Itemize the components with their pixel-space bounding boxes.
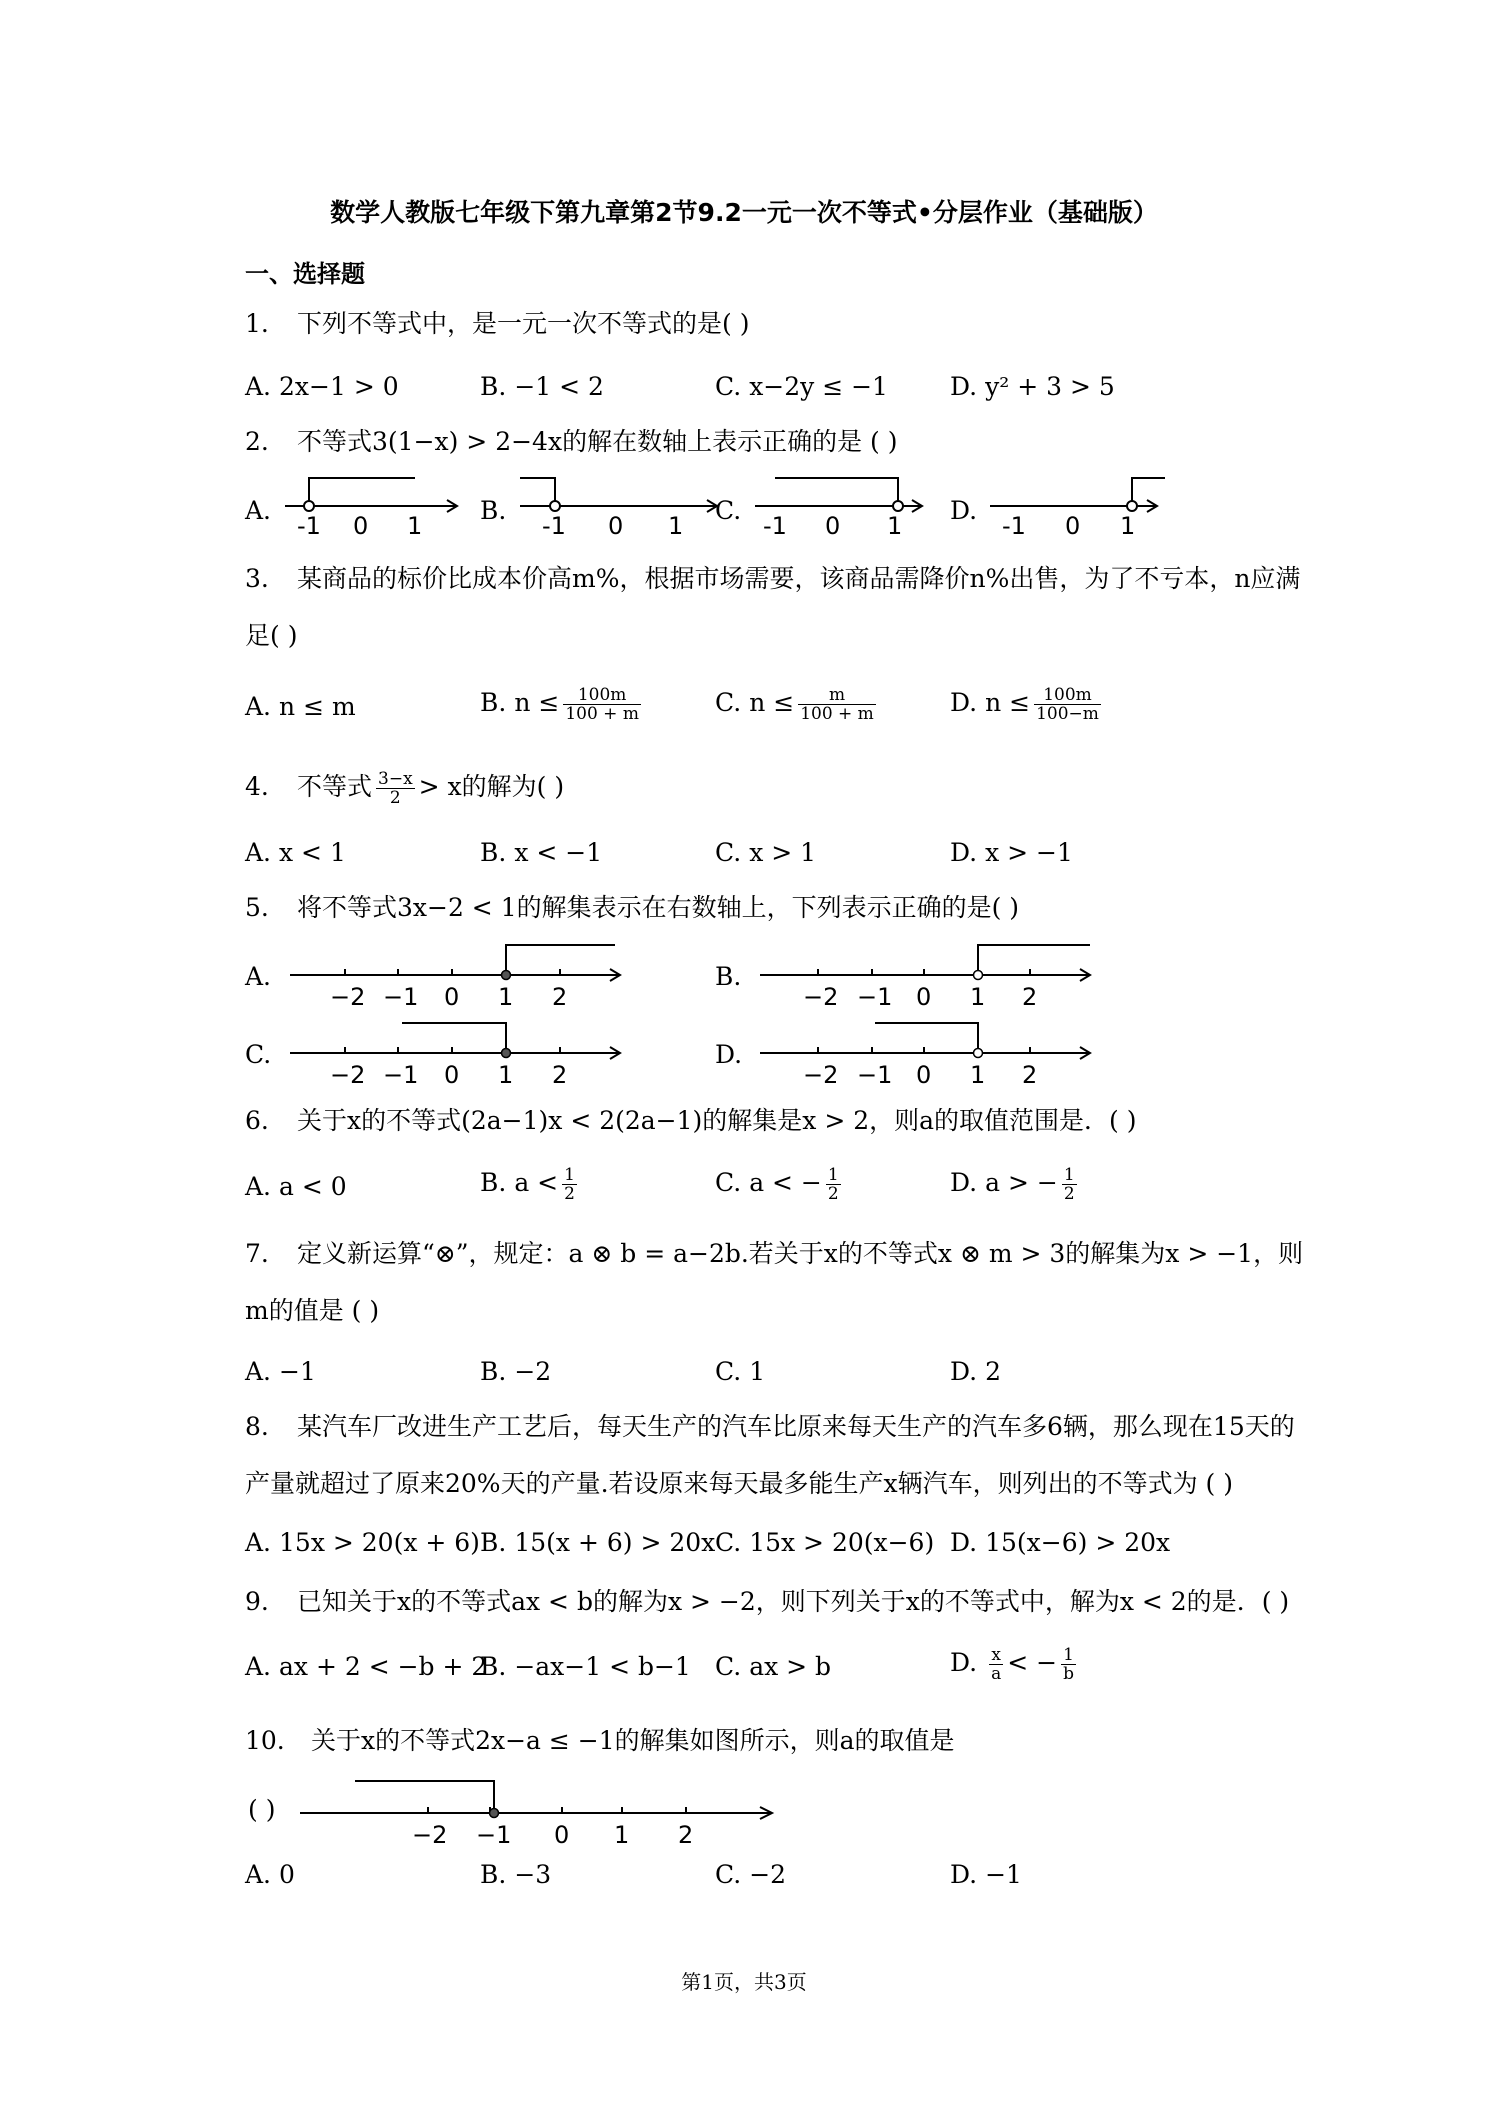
q1-option-c: C. x−2y ≤ −1 — [715, 372, 888, 401]
svg-text:0: 0 — [608, 512, 624, 540]
q2-option-c-number-line — [755, 470, 935, 540]
question-number: 6. — [245, 1106, 269, 1135]
q2-option-b-label: B. — [480, 496, 507, 525]
question-number: 5. — [245, 893, 269, 922]
svg-text:0: 0 — [444, 1061, 460, 1089]
svg-text:1: 1 — [887, 512, 903, 540]
question-number: 7. — [245, 1239, 269, 1268]
q5-option-c-number-line — [290, 1013, 630, 1093]
q2-option-c-label: C. — [715, 496, 742, 525]
q8-option-d: D. 15(x−6) > 20x — [950, 1528, 1171, 1557]
q10-answer-paren: ( ) — [248, 1795, 276, 1824]
page-footer: 第1页，共3页 — [681, 1970, 807, 1994]
q5-option-d-number-line — [760, 1013, 1100, 1093]
svg-text:-1: -1 — [763, 512, 787, 540]
q4-option-b: B. x < −1 — [480, 838, 603, 867]
question-number: 1. — [245, 309, 269, 338]
svg-text:−2: −2 — [330, 983, 366, 1011]
svg-text:−2: −2 — [803, 983, 839, 1011]
q5-option-a-number-line — [290, 935, 630, 1015]
svg-text:−1: −1 — [476, 1821, 512, 1849]
svg-text:1: 1 — [970, 1061, 986, 1089]
svg-text:1: 1 — [614, 1821, 630, 1849]
svg-text:1: 1 — [407, 512, 423, 540]
svg-text:−2: −2 — [412, 1821, 448, 1849]
q3-option-a: A. n ≤ m — [245, 692, 356, 721]
svg-text:1: 1 — [668, 512, 684, 540]
q2-option-a-label: A. — [245, 496, 272, 525]
q7-option-a: A. −1 — [245, 1357, 316, 1386]
q1-option-b: B. −1 < 2 — [480, 372, 604, 401]
q6-option-c: C. a < − $\frac{1}{2}$ — [715, 1165, 839, 1204]
q5-option-d-label: D. — [715, 1040, 743, 1069]
svg-text:1: 1 — [498, 1061, 514, 1089]
svg-text:2: 2 — [1022, 983, 1038, 1011]
q4-option-c: C. x > 1 — [715, 838, 817, 867]
question-text-pre: 不等式 — [297, 772, 373, 801]
svg-text:-1: -1 — [1002, 512, 1026, 540]
q7-option-d: D. 2 — [950, 1357, 1002, 1386]
question-text: 下列不等式中，是一元一次不等式的是( ) — [297, 309, 750, 338]
q1-option-a: A. 2x−1 > 0 — [245, 372, 399, 401]
question-6 — [245, 1092, 1137, 1149]
question-text-post: > x的解为( ) — [418, 772, 565, 801]
svg-text:-1: -1 — [297, 512, 321, 540]
q6-option-d: D. a > − $\frac{1}{2}$ — [950, 1165, 1075, 1204]
q9-option-d: D. $\frac{x}{a}$ < − $\frac{1}{b}$ — [950, 1645, 1074, 1684]
q7-option-c: C. 1 — [715, 1357, 766, 1386]
svg-text:0: 0 — [353, 512, 369, 540]
q2-option-d-label: D. — [950, 496, 978, 525]
question-10 — [245, 1712, 955, 1769]
question-1 — [245, 295, 749, 352]
question-text: 关于x的不等式(2a−1)x < 2(2a−1)的解集是x > 2，则a的取值范围是．( ) — [297, 1106, 1137, 1135]
question-text: 某汽车厂改进生产工艺后，每天生产的汽车比原来每天生产的汽车多6辆，那么现在15天的产量就超过了原来20%天的产量.若设原来每天最多能生产x辆汽车，则列出的不等式为 ( ) — [245, 1412, 1295, 1498]
q5-option-b-number-line — [760, 935, 1100, 1015]
page-title: 数学人教版七年级下第九章第2节9.2一元一次不等式•分层作业（基础版） — [330, 198, 1158, 227]
q2-option-d-number-line — [990, 470, 1170, 540]
svg-text:−1: −1 — [857, 1061, 893, 1089]
svg-text:2: 2 — [1022, 1061, 1038, 1089]
q2-option-b-number-line — [520, 470, 720, 540]
svg-text:2: 2 — [552, 1061, 568, 1089]
q2-option-a-number-line — [285, 470, 465, 540]
question-text: 将不等式3x−2 < 1的解集表示在右数轴上，下列表示正确的是( ) — [297, 893, 1020, 922]
question-9 — [245, 1573, 1289, 1630]
q6-option-b: B. a < $\frac{1}{2}$ — [480, 1165, 575, 1204]
question-2 — [245, 413, 897, 470]
question-text: 关于x的不等式2x−a ≤ −1的解集如图所示，则a的取值是 — [311, 1726, 955, 1755]
q9-option-a: A. ax + 2 < −b + 2 — [245, 1652, 488, 1681]
question-text: 不等式3(1−x) > 2−4x的解在数轴上表示正确的是 ( ) — [297, 427, 898, 456]
question-text: 已知关于x的不等式ax < b的解为x > −2，则下列关于x的不等式中，解为x < 2的是．( ) — [297, 1587, 1290, 1616]
svg-text:1: 1 — [970, 983, 986, 1011]
q10-option-b: B. −3 — [480, 1860, 552, 1889]
svg-text:−1: −1 — [383, 983, 419, 1011]
question-number: 10. — [245, 1726, 285, 1755]
svg-text:2: 2 — [552, 983, 568, 1011]
question-4 — [245, 758, 564, 815]
svg-text:-1: -1 — [542, 512, 566, 540]
question-5 — [245, 879, 1019, 936]
svg-text:−2: −2 — [803, 1061, 839, 1089]
q10-option-d: D. −1 — [950, 1860, 1022, 1889]
question-text: 某商品的标价比成本价高m%，根据市场需要，该商品需降价n%出售，为了不亏本，n应满足( ) — [245, 564, 1301, 650]
q3-option-b: B. n ≤ $\frac{100m}{100 + m}$ — [480, 685, 639, 724]
q9-option-c: C. ax > b — [715, 1652, 832, 1681]
q5-option-a-label: A. — [245, 962, 272, 991]
question-number: 4. — [245, 772, 269, 801]
svg-text:−1: −1 — [383, 1061, 419, 1089]
question-number: 3. — [245, 564, 269, 593]
q4-option-d: D. x > −1 — [950, 838, 1073, 867]
svg-text:0: 0 — [1065, 512, 1081, 540]
svg-text:−1: −1 — [857, 983, 893, 1011]
question-fraction: $\frac{3-x}{2}$ — [378, 769, 413, 808]
question-8 — [245, 1398, 1305, 1512]
q8-option-c: C. 15x > 20(x−6) — [715, 1528, 935, 1557]
question-3 — [245, 550, 1305, 664]
svg-text:1: 1 — [498, 983, 514, 1011]
q6-option-a: A. a < 0 — [245, 1172, 347, 1201]
svg-text:0: 0 — [916, 1061, 932, 1089]
q3-option-c: C. n ≤ $\frac{m}{100 + m}$ — [715, 685, 874, 724]
q8-option-a: A. 15x > 20(x + 6) — [245, 1528, 480, 1557]
q5-option-c-label: C. — [245, 1040, 272, 1069]
question-text: 定义新运算“⊗”，规定：a ⊗ b = a−2b.若关于x的不等式x ⊗ m > 3的解集为x > −1，则m的值是 ( ) — [245, 1239, 1304, 1325]
q10-option-c: C. −2 — [715, 1860, 787, 1889]
svg-text:1: 1 — [1120, 512, 1136, 540]
question-number: 8. — [245, 1412, 269, 1441]
question-number: 9. — [245, 1587, 269, 1616]
svg-text:2: 2 — [678, 1821, 694, 1849]
q7-option-b: B. −2 — [480, 1357, 552, 1386]
svg-text:0: 0 — [916, 983, 932, 1011]
q4-option-a: A. x < 1 — [245, 838, 346, 867]
svg-text:−2: −2 — [330, 1061, 366, 1089]
q10-number-line — [300, 1775, 780, 1849]
svg-text:0: 0 — [825, 512, 841, 540]
q8-option-b: B. 15(x + 6) > 20x — [480, 1528, 716, 1557]
q5-option-b-label: B. — [715, 962, 742, 991]
svg-text:0: 0 — [444, 983, 460, 1011]
q1-option-d: D. y² + 3 > 5 — [950, 372, 1115, 401]
q3-option-d: D. n ≤ $\frac{100m}{100-m}$ — [950, 685, 1099, 724]
svg-text:0: 0 — [554, 1821, 570, 1849]
q9-option-b: B. −ax−1 < b−1 — [480, 1652, 691, 1681]
q10-option-a: A. 0 — [245, 1860, 295, 1889]
question-7 — [245, 1225, 1305, 1339]
question-number: 2. — [245, 427, 269, 456]
section-heading: 一、选择题 — [245, 260, 365, 288]
